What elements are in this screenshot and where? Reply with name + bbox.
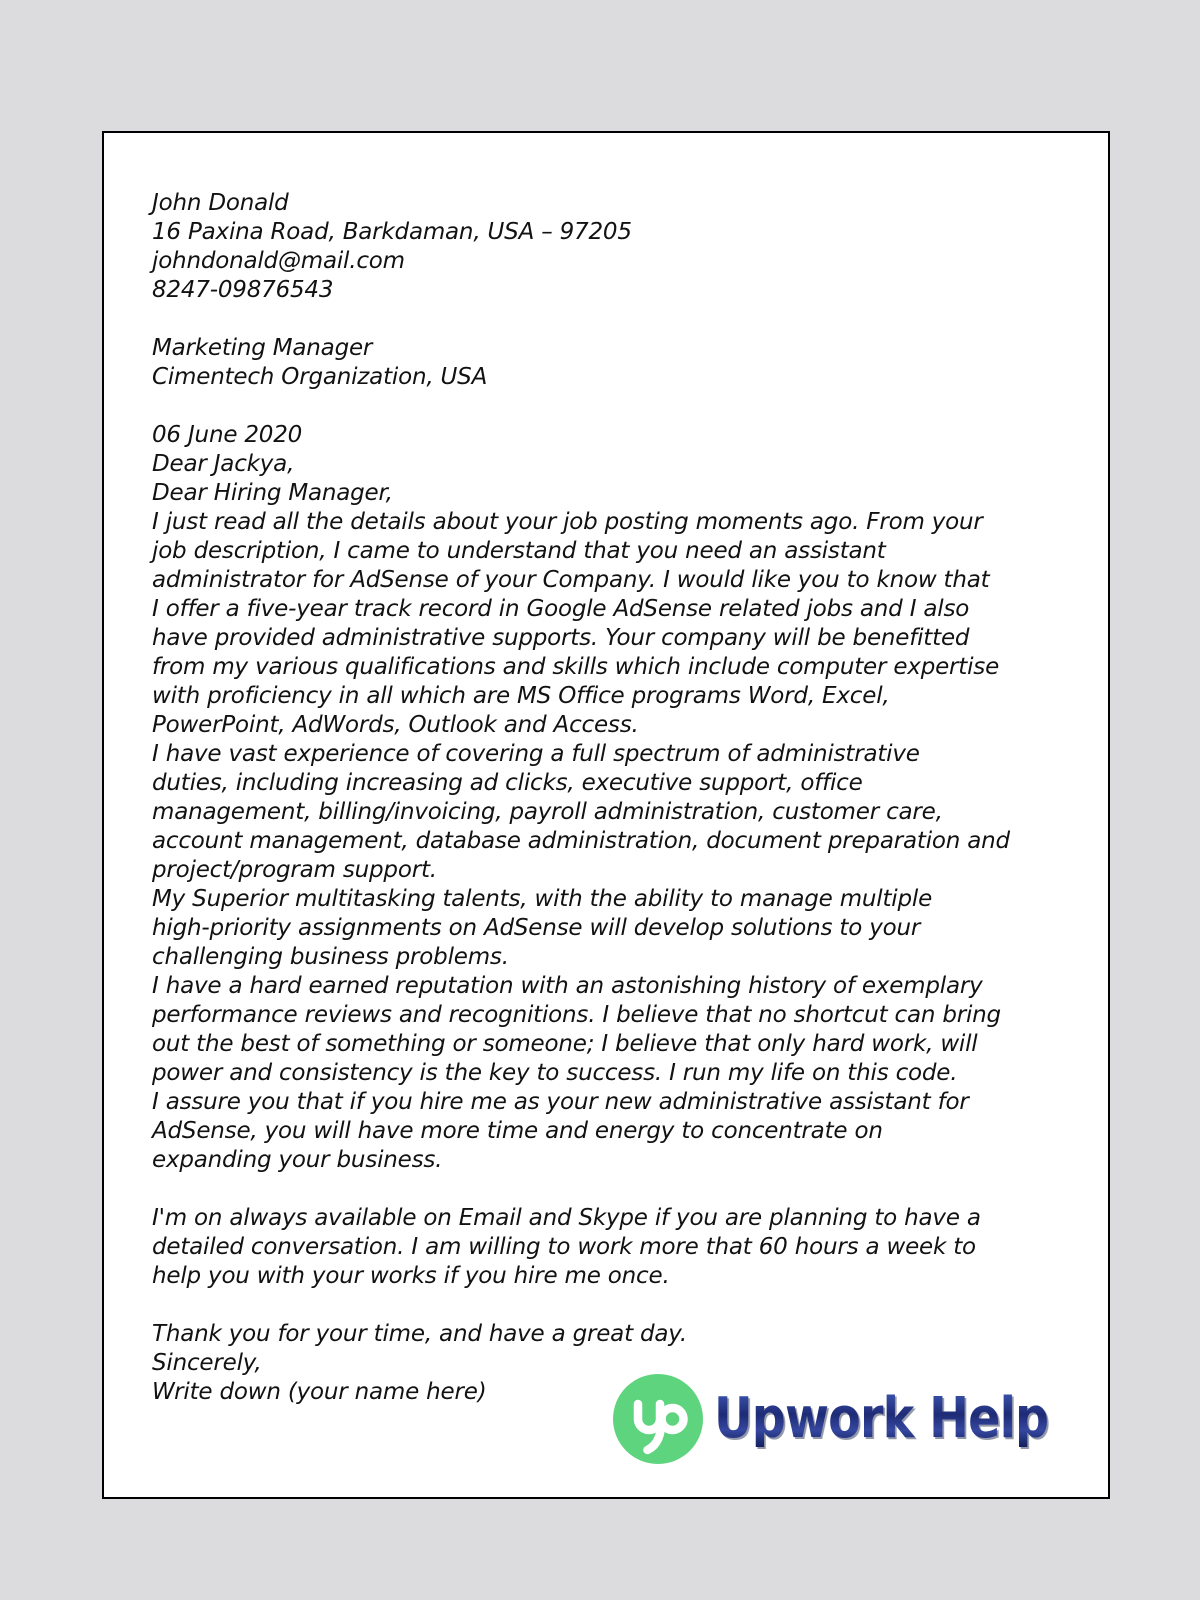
body-line: duties, including increasing ad clicks, executive support, office (152, 770, 863, 796)
body-line: I offer a five-year track record in Google AdSense related jobs and I also (152, 596, 970, 622)
sender-line: johndonald@mail.com (152, 248, 405, 274)
upwork-logo-icon (613, 1374, 703, 1464)
availability-line: help you with your works if you hire me once. (152, 1263, 670, 1289)
salutation-block (152, 450, 1070, 508)
body-line: with proficiency in all which are MS Office programs Word, Excel, (152, 683, 890, 709)
body-line: I just read all the details about your job posting moments ago. From your (152, 509, 983, 535)
closing-line: Write down (your name here) (152, 1379, 487, 1405)
blank-line (152, 392, 1070, 421)
body-line: account management, database administration, document preparation and (152, 828, 1010, 854)
salutation-line: Dear Jackya, (152, 451, 295, 477)
body-line: I have a hard earned reputation with an astonishing history of exemplary (152, 973, 983, 999)
closing-line: Sincerely, (152, 1350, 262, 1376)
salutation-line: Dear Hiring Manager, (152, 480, 393, 506)
body-line: power and consistency is the key to success. I run my life on this code. (152, 1060, 958, 1086)
date-line: 06 June 2020 (152, 422, 303, 448)
recipient-block (152, 334, 1070, 392)
logo-brand-text: Upwork Help (714, 1386, 1049, 1451)
availability-line: I'm on always available on Email and Skype if you are planning to have a (152, 1205, 981, 1231)
sender-block (152, 189, 1070, 305)
body-line: AdSense, you will have more time and energy to concentrate on (152, 1118, 883, 1144)
blank-line (152, 1291, 1070, 1320)
body-line: PowerPoint, AdWords, Outlook and Access. (152, 712, 639, 738)
body-line: high-priority assignments on AdSense will develop solutions to your (152, 915, 921, 941)
body-line: management, billing/invoicing, payroll administration, customer care, (152, 799, 943, 825)
body-line: project/program support. (152, 857, 437, 883)
recipient-line: Cimentech Organization, USA (152, 364, 488, 390)
cover-letter-page (102, 131, 1110, 1499)
upwork-help-logo (613, 1373, 1107, 1465)
body-line: performance reviews and recognitions. I believe that no shortcut can bring (152, 1002, 1001, 1028)
availability-block (152, 1204, 1070, 1291)
sender-line: 8247-09876543 (152, 277, 334, 303)
body-line: I assure you that if you hire me as your new administrative assistant for (152, 1089, 969, 1115)
sender-line: John Donald (152, 190, 289, 216)
blank-line (152, 305, 1070, 334)
body-line: job description, I came to understand that you need an assistant (152, 538, 886, 564)
availability-line: detailed conversation. I am willing to work more that 60 hours a week to (152, 1234, 976, 1260)
body-line: have provided administrative supports. Your company will be benefitted (152, 625, 970, 651)
body-line: I have vast experience of covering a full spectrum of administrative (152, 741, 920, 767)
body-line: My Superior multitasking talents, with the ability to manage multiple (152, 886, 933, 912)
body-line: from my various qualifications and skills which include computer expertise (152, 654, 1000, 680)
body-line: expanding your business. (152, 1147, 443, 1173)
body-line: out the best of something or someone; I believe that only hard work, will (152, 1031, 978, 1057)
body-line: challenging business problems. (152, 944, 509, 970)
body-block (152, 508, 1070, 1175)
closing-line: Thank you for your time, and have a great day. (152, 1321, 688, 1347)
sender-line: 16 Paxina Road, Barkdaman, USA – 97205 (152, 219, 632, 245)
blank-line (152, 1175, 1070, 1204)
recipient-line: Marketing Manager (152, 335, 373, 361)
body-line: administrator for AdSense of your Company. I would like you to know that (152, 567, 990, 593)
